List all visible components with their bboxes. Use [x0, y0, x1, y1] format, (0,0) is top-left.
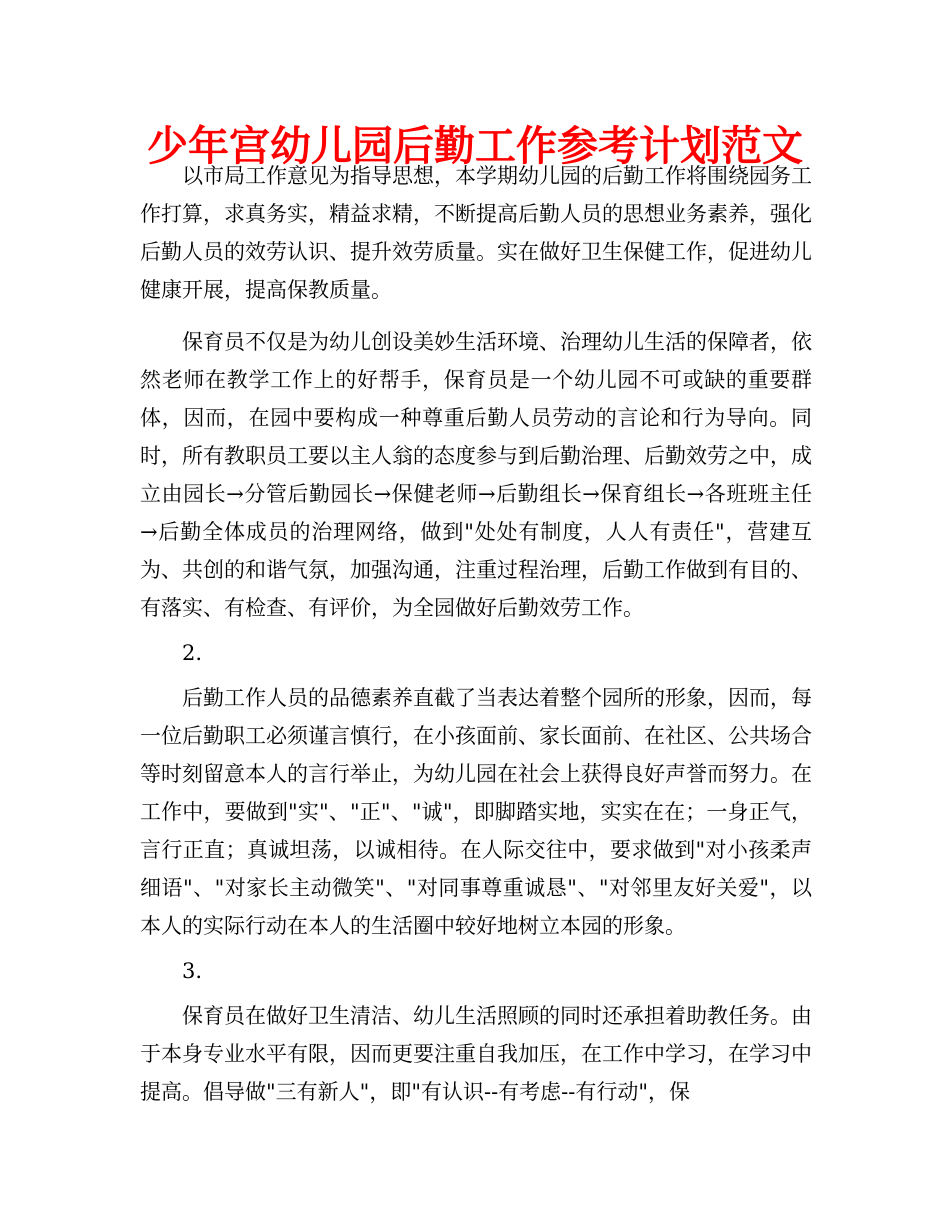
section-number-3: 3.	[182, 959, 203, 983]
document-body	[140, 157, 812, 1111]
document-title: 少年宫幼儿园后勤工作参考计划范文	[147, 122, 803, 170]
paragraph-gap	[140, 309, 812, 323]
section-number-2: 2.	[182, 641, 203, 665]
paragraph-3: 后勤工作人员的品德素养直截了当表达着整个园所的形象，因而，每一位后勤职工必须谨言慎行，在小孩面前、家长面前、在社区、公共场合等时刻留意本人的言行举止，为幼儿园在社会上获得良好声誉而努力。在工作中，要做到"实"、"正"、"诚"，即脚踏实地，实实在在；一身正气，言行正直；真诚坦荡，以诚相待。在人际交往中，要求做到"对小孩柔声细语"、"对家长主动微笑"、"对同事尊重诚恳"、"对邻里友好关爱"，以本人的实际行动在本人的生活圈中较好地树立本园的形象。	[140, 686, 812, 938]
paragraph-4: 保育员在做好卫生清洁、幼儿生活照顾的同时还承担着助教任务。由于本身专业水平有限，因而更要注重自我加压，在工作中学习，在学习中提高。倡导做"三有新人"，即"有认识--有考虑--有行动"，保	[140, 1004, 812, 1104]
paragraph-1: 以市局工作意见为指导思想，本学期幼儿园的后勤工作将围绕园务工作打算，求真务实，精益求精，不断提高后勤人员的思想业务素养，强化后勤人员的效劳认识、提升效劳质量。实在做好卫生保健工作，促进幼儿健康开展，提高保教质量。	[140, 164, 812, 302]
paragraph-2: 保育员不仅是为幼儿创设美妙生活环境、治理幼儿生活的保障者，依然老师在教学工作上的好帮手，保育员是一个幼儿园不可或缺的重要群体，因而，在园中要构成一种尊重后勤人员劳动的言论和行为导向。同时，所有教职员工要以主人翁的态度参与到后勤治理、后勤效劳之中，成立由园长→分管后勤园长→保健老师→后勤组长→保育组长→各班班主任→后勤全体成员的治理网络，做到"处处有制度，人人有责任"，营建互为、共创的和谐气氛，加强沟通，注重过程治理，后勤工作做到有目的、有落实、有检查、有评价，为全园做好后勤效劳工作。	[140, 330, 812, 620]
